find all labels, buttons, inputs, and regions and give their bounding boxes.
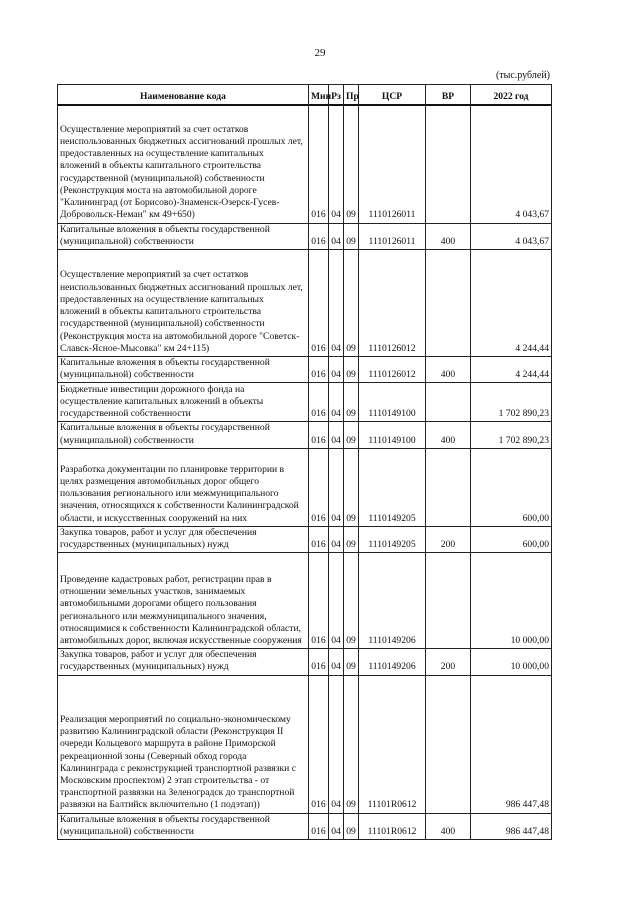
row-name: Реализация мероприятий по социально-экономическому развитию Калининградской области (Реконструкция II очереди Кольцевого маршрута в районе Приморской рекреационной зоны (Северный обход города Калининграда с реконструкцией транспортной развязки с Московским проспектом) 2 этап строительства - от транспортной развязки на Зеленоградск до транспортной развязки на Балтийск включительно (1 подэтап)) [58, 675, 309, 813]
row-min: 016 [309, 649, 329, 675]
row-pr: 09 [344, 813, 359, 839]
header-rz: Рз [329, 85, 344, 106]
row-vr [426, 553, 471, 649]
header-year: 2022 год [471, 85, 552, 106]
row-rz: 04 [329, 249, 344, 356]
row-pr: 09 [344, 526, 359, 552]
row-min: 016 [309, 356, 329, 382]
row-name: Закупка товаров, работ и услуг для обеспечения государственных (муниципальных) нужд [58, 526, 309, 552]
row-rz: 04 [329, 422, 344, 448]
row-rz: 04 [329, 813, 344, 839]
row-csr: 1110149205 [359, 448, 426, 526]
header-name: Наименование кода [58, 85, 309, 106]
header-vr: ВР [426, 85, 471, 106]
row-csr: 1110126012 [359, 356, 426, 382]
row-name: Капитальные вложения в объекты государственной (муниципальной) собственности [58, 422, 309, 448]
table-row [58, 356, 552, 382]
table-row [58, 649, 552, 675]
row-pr: 09 [344, 223, 359, 249]
row-amount: 1 702 890,23 [471, 383, 552, 422]
row-name: Закупка товаров, работ и услуг для обеспечения государственных (муниципальных) нужд [58, 649, 309, 675]
row-min: 016 [309, 526, 329, 552]
row-pr: 09 [344, 448, 359, 526]
row-min: 016 [309, 223, 329, 249]
row-csr: 1110126012 [359, 249, 426, 356]
row-rz: 04 [329, 675, 344, 813]
row-vr: 200 [426, 526, 471, 552]
row-min: 016 [309, 105, 329, 223]
row-vr [426, 448, 471, 526]
row-pr: 09 [344, 105, 359, 223]
row-rz: 04 [329, 223, 344, 249]
row-csr: 11101R0612 [359, 675, 426, 813]
row-rz: 04 [329, 526, 344, 552]
table-row [58, 105, 552, 223]
header-min: Мин [309, 85, 329, 106]
row-min: 016 [309, 383, 329, 422]
row-vr [426, 675, 471, 813]
table-row [58, 813, 552, 839]
row-csr: 1110126011 [359, 105, 426, 223]
row-amount: 600,00 [471, 526, 552, 552]
row-min: 016 [309, 422, 329, 448]
table-row [58, 249, 552, 356]
row-csr: 11101R0612 [359, 813, 426, 839]
row-min: 016 [309, 553, 329, 649]
row-vr: 400 [426, 422, 471, 448]
row-csr: 1110126011 [359, 223, 426, 249]
header-csr: ЦСР [359, 85, 426, 106]
row-amount: 986 447,48 [471, 813, 552, 839]
row-min: 016 [309, 675, 329, 813]
row-vr [426, 105, 471, 223]
row-csr: 1110149100 [359, 383, 426, 422]
row-name: Осуществление мероприятий за счет остатков неиспользованных бюджетных ассигнований прошлых лет, предоставленных на осуществление капитальных вложений в объекты капитального строительства государственной (муниципальной) собственности (Реконструкция моста на автомобильной дороге "Калининград (от Борисово)-Знаменск-Озерск-Гусев-Добровольск-Неман" км 49+650) [58, 105, 309, 223]
header-pr: Пр [344, 85, 359, 106]
units-caption: (тыс.рублей) [495, 70, 550, 81]
row-pr: 09 [344, 249, 359, 356]
budget-table [57, 84, 552, 840]
row-min: 016 [309, 813, 329, 839]
row-amount: 10 000,00 [471, 649, 552, 675]
row-csr: 1110149206 [359, 649, 426, 675]
row-csr: 1110149206 [359, 553, 426, 649]
row-name: Капитальные вложения в объекты государственной (муниципальной) собственности [58, 356, 309, 382]
row-vr: 200 [426, 649, 471, 675]
row-name: Капитальные вложения в объекты государственной (муниципальной) собственности [58, 813, 309, 839]
row-amount: 4 244,44 [471, 249, 552, 356]
table-row [58, 448, 552, 526]
table-row [58, 553, 552, 649]
row-name: Капитальные вложения в объекты государственной (муниципальной) собственности [58, 223, 309, 249]
row-name: Бюджетные инвестиции дорожного фонда на осуществление капитальных вложений в объекты государственной собственности [58, 383, 309, 422]
table-row [58, 675, 552, 813]
row-rz: 04 [329, 356, 344, 382]
row-amount: 4 244,44 [471, 356, 552, 382]
page-number: 29 [314, 47, 326, 59]
row-vr: 400 [426, 223, 471, 249]
row-amount: 986 447,48 [471, 675, 552, 813]
row-min: 016 [309, 249, 329, 356]
table-row [58, 422, 552, 448]
row-amount: 4 043,67 [471, 105, 552, 223]
row-amount: 1 702 890,23 [471, 422, 552, 448]
row-pr: 09 [344, 422, 359, 448]
table-row [58, 383, 552, 422]
row-pr: 09 [344, 356, 359, 382]
row-rz: 04 [329, 383, 344, 422]
table-header-row [58, 85, 552, 106]
table-row [58, 223, 552, 249]
row-vr: 400 [426, 813, 471, 839]
row-rz: 04 [329, 649, 344, 675]
row-pr: 09 [344, 649, 359, 675]
row-vr [426, 249, 471, 356]
row-name: Разработка документации по планировке территории в целях размещения автомобильных дорог общего пользования регионального или межмуниципального значения, относящихся к собственности Калининградской области, и искусственных сооружений на них [58, 448, 309, 526]
row-rz: 04 [329, 553, 344, 649]
table-row [58, 526, 552, 552]
row-pr: 09 [344, 675, 359, 813]
row-min: 016 [309, 448, 329, 526]
row-name: Осуществление мероприятий за счет остатков неиспользованных бюджетных ассигнований прошлых лет, предоставленных на осуществление капитальных вложений в объекты капитального строительства государственной (муниципальной) собственности (Реконструкция моста на автомобильной дороге "Советск-Славск-Ясное-Мысовка" км 24+115) [58, 249, 309, 356]
row-amount: 10 000,00 [471, 553, 552, 649]
row-pr: 09 [344, 553, 359, 649]
row-vr: 400 [426, 356, 471, 382]
row-csr: 1110149205 [359, 526, 426, 552]
row-rz: 04 [329, 448, 344, 526]
row-name: Проведение кадастровых работ, регистрации прав в отношении земельных участков, занимаемых автомобильными дорогами общего пользования регионального или межмуниципального значения, относящимися к собственности Калининградской области, автомобильных дорог, включая искусственные сооружения [58, 553, 309, 649]
row-amount: 600,00 [471, 448, 552, 526]
row-rz: 04 [329, 105, 344, 223]
row-amount: 4 043,67 [471, 223, 552, 249]
row-csr: 1110149100 [359, 422, 426, 448]
row-vr [426, 383, 471, 422]
row-pr: 09 [344, 383, 359, 422]
